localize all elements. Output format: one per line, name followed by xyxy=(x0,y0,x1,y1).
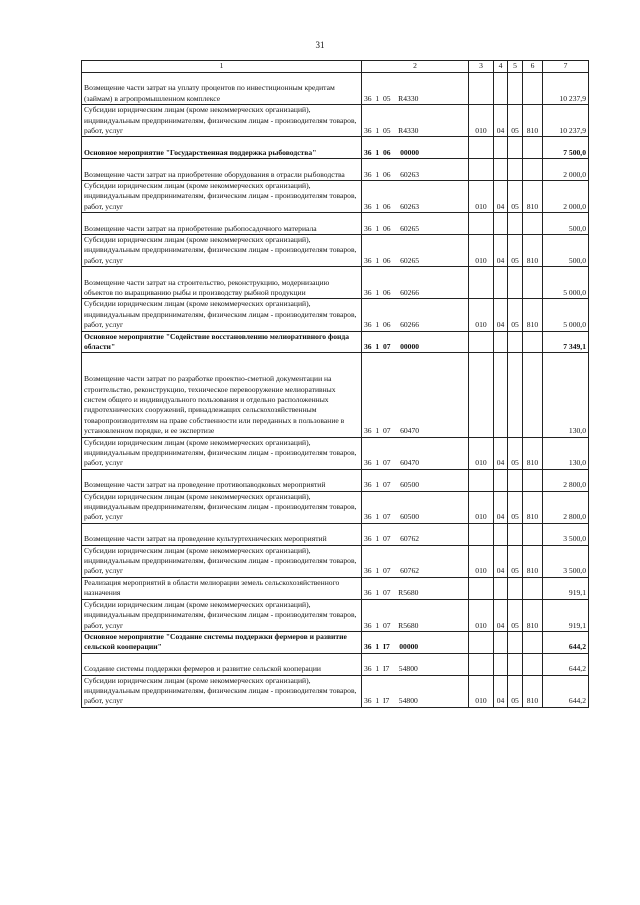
expense-type-cell xyxy=(469,631,494,653)
table-row xyxy=(82,491,589,523)
section-cell xyxy=(494,331,508,353)
section-cell xyxy=(494,137,508,159)
amount-cell: 130,0 xyxy=(543,437,589,469)
amount-cell: 10 237,9 xyxy=(543,105,589,137)
account-cell xyxy=(523,523,543,545)
subsection-cell xyxy=(508,137,523,159)
expense-type-cell xyxy=(469,469,494,491)
expense-type-cell xyxy=(469,331,494,353)
table-row xyxy=(82,181,589,213)
expense-type-cell: 010 xyxy=(469,235,494,267)
target-article-code-cell: 36 1 07 60500 xyxy=(362,469,469,491)
column-header: 6 xyxy=(523,61,543,73)
row-name-cell: Создание системы поддержки фермеров и развитие сельской кооперации xyxy=(82,653,362,675)
amount-cell: 5 000,0 xyxy=(543,267,589,299)
row-name-cell: Реализация мероприятий в области мелиорации земель сельскохозяйственного назначения xyxy=(82,577,362,599)
target-article-code-cell: 36 1 07 60500 xyxy=(362,491,469,523)
target-article-code-cell: 36 1 07 60762 xyxy=(362,523,469,545)
table-row xyxy=(82,353,589,437)
target-article-code-cell: 36 1 06 60263 xyxy=(362,159,469,181)
table-row xyxy=(82,577,589,599)
column-header: 5 xyxy=(508,61,523,73)
target-article-code-cell: 36 1 06 60265 xyxy=(362,235,469,267)
table-row xyxy=(82,159,589,181)
page-number: 31 xyxy=(315,40,325,50)
section-cell: 04 xyxy=(494,491,508,523)
amount-cell: 7 349,1 xyxy=(543,331,589,353)
amount-cell: 130,0 xyxy=(543,353,589,437)
row-name-cell: Субсидии юридическим лицам (кроме некоммерческих организаций), индивидуальным предпринимателям, физическим лицам - производителям товаров, работ, услуг xyxy=(82,105,362,137)
account-cell: 810 xyxy=(523,675,543,707)
subsection-cell xyxy=(508,159,523,181)
subsection-cell: 05 xyxy=(508,181,523,213)
target-article-code-cell: 36 1 I7 54800 xyxy=(362,675,469,707)
row-name-cell: Возмещение части затрат по разработке проектно-сметной документации на строительство, реконструкцию, техническое перевооружение мелиоративных систем общего и индивидуального пользования и отдельно расположенных гидротехнических сооружений, принадлежащих сельскохозяйственным товаропроизводителям на праве собственности или переданных в пользование в установленном порядке, и ее экспертизе xyxy=(82,353,362,437)
column-header: 4 xyxy=(494,61,508,73)
target-article-code-cell: 36 1 06 60263 xyxy=(362,181,469,213)
subsection-cell: 05 xyxy=(508,545,523,577)
account-cell xyxy=(523,631,543,653)
column-header: 2 xyxy=(362,61,469,73)
account-cell: 810 xyxy=(523,599,543,631)
amount-cell: 7 500,0 xyxy=(543,137,589,159)
account-cell xyxy=(523,653,543,675)
target-article-code-cell: 36 1 07 60762 xyxy=(362,545,469,577)
row-name-cell: Основное мероприятие "Создание системы поддержки фермеров и развитие сельской кооперации" xyxy=(82,631,362,653)
expense-type-cell xyxy=(469,137,494,159)
subsection-cell: 05 xyxy=(508,299,523,331)
column-header: 3 xyxy=(469,61,494,73)
table-row xyxy=(82,631,589,653)
amount-cell: 5 000,0 xyxy=(543,299,589,331)
amount-cell: 644,2 xyxy=(543,675,589,707)
amount-cell: 644,2 xyxy=(543,631,589,653)
subsection-cell xyxy=(508,73,523,105)
target-article-code-cell: 36 1 05 R4330 xyxy=(362,73,469,105)
subsection-cell xyxy=(508,523,523,545)
row-name-cell: Субсидии юридическим лицам (кроме некоммерческих организаций), индивидуальным предпринимателям, физическим лицам - производителям товаров, работ, услуг xyxy=(82,675,362,707)
expense-type-cell xyxy=(469,353,494,437)
table-row xyxy=(82,235,589,267)
section-cell xyxy=(494,523,508,545)
column-header-row xyxy=(82,61,589,73)
row-name-cell: Основное мероприятие "Государственная поддержка рыбоводства" xyxy=(82,137,362,159)
section-cell: 04 xyxy=(494,545,508,577)
row-name-cell: Возмещение части затрат на приобретение оборудования в отрасли рыбоводства xyxy=(82,159,362,181)
table-row xyxy=(82,469,589,491)
row-name-cell: Субсидии юридическим лицам (кроме некоммерческих организаций), индивидуальным предпринимателям, физическим лицам - производителям товаров, работ, услуг xyxy=(82,491,362,523)
section-cell xyxy=(494,631,508,653)
target-article-code-cell: 36 1 07 60470 xyxy=(362,437,469,469)
row-name-cell: Субсидии юридическим лицам (кроме некоммерческих организаций), индивидуальным предпринимателям, физическим лицам - производителям товаров, работ, услуг xyxy=(82,299,362,331)
section-cell xyxy=(494,577,508,599)
row-name-cell: Основное мероприятие "Содействие восстановлению мелиоративного фонда области" xyxy=(82,331,362,353)
account-cell xyxy=(523,577,543,599)
section-cell xyxy=(494,469,508,491)
row-name-cell: Субсидии юридическим лицам (кроме некоммерческих организаций), индивидуальным предпринимателям, физическим лицам - производителям товаров, работ, услуг xyxy=(82,599,362,631)
row-name-cell: Субсидии юридическим лицам (кроме некоммерческих организаций), индивидуальным предпринимателям, физическим лицам - производителям товаров, работ, услуг xyxy=(82,437,362,469)
target-article-code-cell: 36 1 07 60470 xyxy=(362,353,469,437)
section-cell: 04 xyxy=(494,299,508,331)
amount-cell: 2 800,0 xyxy=(543,469,589,491)
expense-type-cell xyxy=(469,159,494,181)
row-name-cell: Возмещение части затрат на проведение культуртехнических мероприятий xyxy=(82,523,362,545)
account-cell xyxy=(523,159,543,181)
row-name-cell: Субсидии юридическим лицам (кроме некоммерческих организаций), индивидуальным предпринимателям, физическим лицам - производителям товаров, работ, услуг xyxy=(82,545,362,577)
target-article-code-cell: 36 1 06 00000 xyxy=(362,137,469,159)
target-article-code-cell: 36 1 06 60266 xyxy=(362,299,469,331)
subsection-cell xyxy=(508,331,523,353)
section-cell xyxy=(494,73,508,105)
section-cell: 04 xyxy=(494,105,508,137)
subsection-cell xyxy=(508,653,523,675)
subsection-cell xyxy=(508,353,523,437)
expense-type-cell: 010 xyxy=(469,491,494,523)
section-cell xyxy=(494,353,508,437)
target-article-code-cell: 36 1 06 60265 xyxy=(362,213,469,235)
subsection-cell: 05 xyxy=(508,491,523,523)
table-row xyxy=(82,105,589,137)
table-row xyxy=(82,267,589,299)
subsection-cell xyxy=(508,469,523,491)
section-cell xyxy=(494,653,508,675)
row-name-cell: Возмещение части затрат на уплату процентов по инвестиционным кредитам (займам) в агропромышленном комплексе xyxy=(82,73,362,105)
budget-table xyxy=(81,60,589,708)
table-body xyxy=(82,73,589,708)
subsection-cell: 05 xyxy=(508,599,523,631)
account-cell xyxy=(523,213,543,235)
table-row xyxy=(82,599,589,631)
amount-cell: 500,0 xyxy=(543,235,589,267)
amount-cell: 2 800,0 xyxy=(543,491,589,523)
row-name-cell: Субсидии юридическим лицам (кроме некоммерческих организаций), индивидуальным предпринимателям, физическим лицам - производителям товаров, работ, услуг xyxy=(82,181,362,213)
expense-type-cell xyxy=(469,523,494,545)
row-name-cell: Возмещение части затрат на строительство, реконструкцию, модернизацию объектов по выращиванию рыбы и производству рыбной продукции xyxy=(82,267,362,299)
amount-cell: 3 500,0 xyxy=(543,523,589,545)
account-cell: 810 xyxy=(523,545,543,577)
target-article-code-cell: 36 1 07 R5680 xyxy=(362,577,469,599)
expense-type-cell: 010 xyxy=(469,545,494,577)
table-row xyxy=(82,137,589,159)
target-article-code-cell: 36 1 06 60266 xyxy=(362,267,469,299)
account-cell xyxy=(523,353,543,437)
column-header: 1 xyxy=(82,61,362,73)
expense-type-cell xyxy=(469,213,494,235)
expense-type-cell: 010 xyxy=(469,599,494,631)
amount-cell: 919,1 xyxy=(543,577,589,599)
subsection-cell: 05 xyxy=(508,437,523,469)
section-cell xyxy=(494,159,508,181)
section-cell: 04 xyxy=(494,675,508,707)
account-cell: 810 xyxy=(523,105,543,137)
row-name-cell: Возмещение части затрат на проведение противопаводковых мероприятий xyxy=(82,469,362,491)
expense-type-cell xyxy=(469,73,494,105)
expense-type-cell: 010 xyxy=(469,105,494,137)
expense-type-cell: 010 xyxy=(469,437,494,469)
table-row xyxy=(82,331,589,353)
section-cell xyxy=(494,213,508,235)
section-cell: 04 xyxy=(494,181,508,213)
table-row xyxy=(82,73,589,105)
subsection-cell xyxy=(508,577,523,599)
account-cell: 810 xyxy=(523,235,543,267)
amount-cell: 500,0 xyxy=(543,213,589,235)
amount-cell: 644,2 xyxy=(543,653,589,675)
account-cell: 810 xyxy=(523,299,543,331)
amount-cell: 10 237,9 xyxy=(543,73,589,105)
table-row xyxy=(82,213,589,235)
table-row xyxy=(82,545,589,577)
expense-type-cell: 010 xyxy=(469,181,494,213)
expense-type-cell: 010 xyxy=(469,675,494,707)
target-article-code-cell: 36 1 I7 00000 xyxy=(362,631,469,653)
subsection-cell xyxy=(508,267,523,299)
table-row xyxy=(82,653,589,675)
account-cell: 810 xyxy=(523,437,543,469)
subsection-cell: 05 xyxy=(508,105,523,137)
subsection-cell xyxy=(508,631,523,653)
row-name-cell: Субсидии юридическим лицам (кроме некоммерческих организаций), индивидуальным предпринимателям, физическим лицам - производителям товаров, работ, услуг xyxy=(82,235,362,267)
subsection-cell: 05 xyxy=(508,675,523,707)
section-cell xyxy=(494,267,508,299)
expense-type-cell xyxy=(469,577,494,599)
target-article-code-cell: 36 1 07 R5680 xyxy=(362,599,469,631)
row-name-cell: Возмещение части затрат на приобретение рыбопосадочного материала xyxy=(82,213,362,235)
account-cell xyxy=(523,73,543,105)
account-cell xyxy=(523,137,543,159)
table-row xyxy=(82,437,589,469)
account-cell: 810 xyxy=(523,491,543,523)
subsection-cell xyxy=(508,213,523,235)
account-cell: 810 xyxy=(523,181,543,213)
expense-type-cell xyxy=(469,653,494,675)
target-article-code-cell: 36 1 07 00000 xyxy=(362,331,469,353)
section-cell: 04 xyxy=(494,235,508,267)
column-header: 7 xyxy=(543,61,589,73)
table-row xyxy=(82,523,589,545)
amount-cell: 2 000,0 xyxy=(543,159,589,181)
amount-cell: 2 000,0 xyxy=(543,181,589,213)
amount-cell: 919,1 xyxy=(543,599,589,631)
target-article-code-cell: 36 1 05 R4330 xyxy=(362,105,469,137)
account-cell xyxy=(523,267,543,299)
amount-cell: 3 500,0 xyxy=(543,545,589,577)
subsection-cell: 05 xyxy=(508,235,523,267)
expense-type-cell xyxy=(469,267,494,299)
table-row xyxy=(82,675,589,707)
section-cell: 04 xyxy=(494,599,508,631)
expense-type-cell: 010 xyxy=(469,299,494,331)
section-cell: 04 xyxy=(494,437,508,469)
account-cell xyxy=(523,331,543,353)
table-row xyxy=(82,299,589,331)
target-article-code-cell: 36 1 I7 54800 xyxy=(362,653,469,675)
account-cell xyxy=(523,469,543,491)
